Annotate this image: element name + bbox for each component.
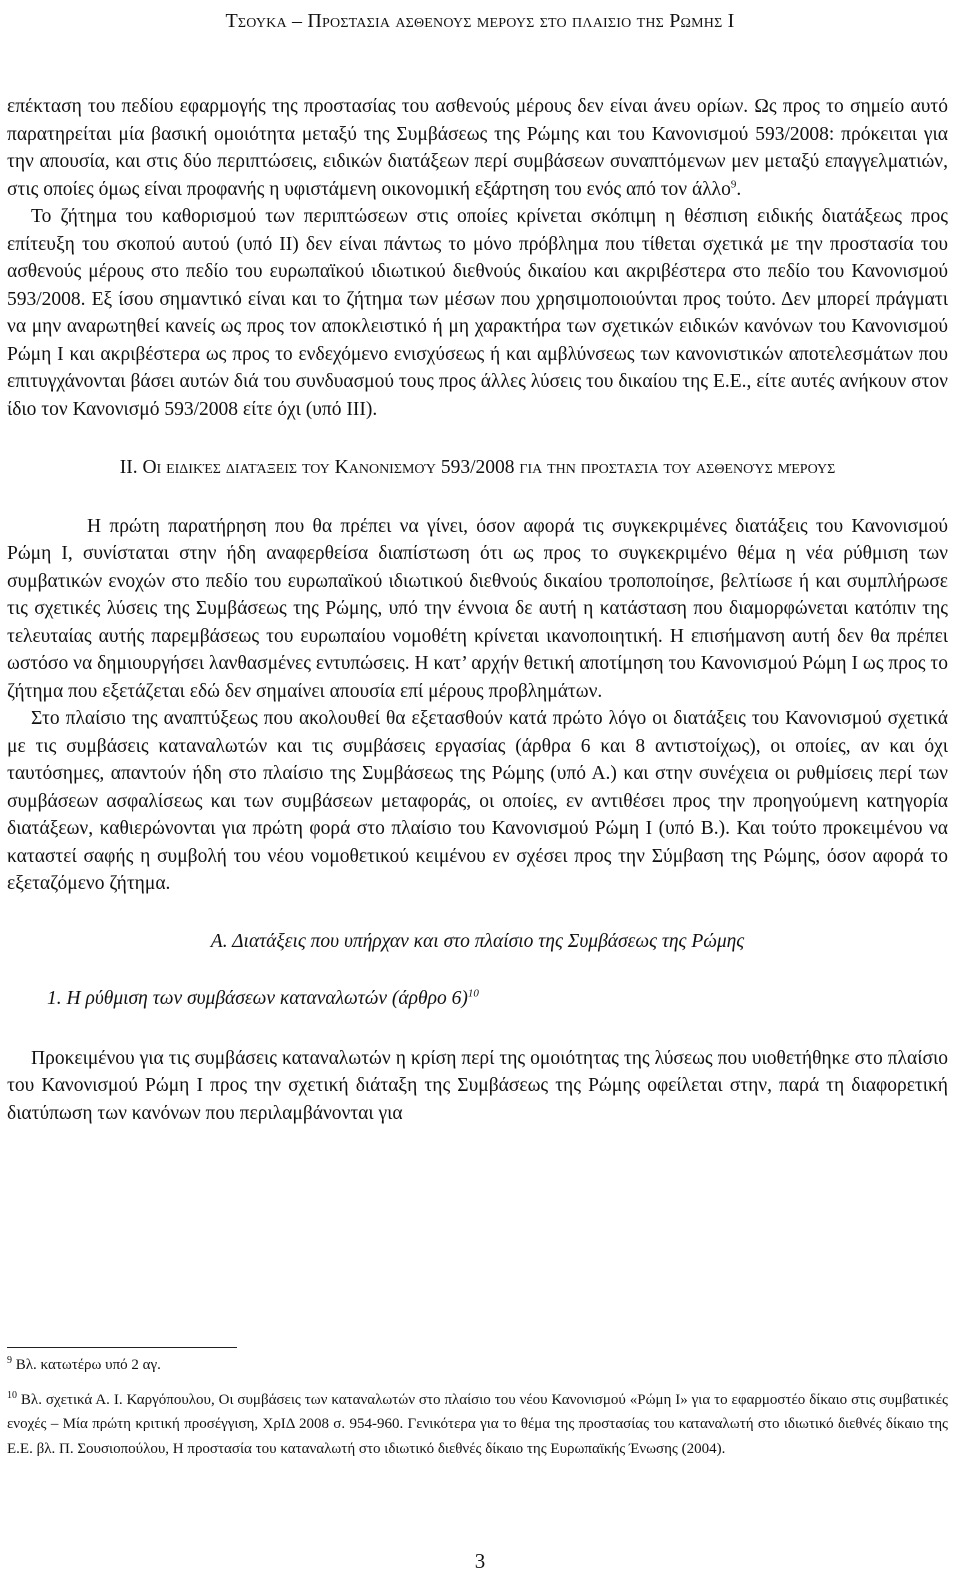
footnote-9-number: 9 (7, 1355, 12, 1366)
footnote-10-text: Βλ. σχετικά Α. Ι. Καργόπουλου, Οι συμβάσεις των καταναλωτών στο πλαίσιο του νέου Κανονισμού «Ρώμη I» για το εφαρμοστέο δίκαιο στις συμβατικές ενοχές – Μία πρώτη κριτική προσέγγιση, ΧρΙΔ 2008 σ. 954-960. Γενικότερα για το θέμα της προστασίας του καταναλωτή στο ιδιωτικό διεθνές δίκαιο της Ε.Ε. βλ. Π. Σουσιοπούλου, Η προστασία του καταναλωτή στο ιδιωτικό διεθνές δίκαιο της Ευρωπαϊκής Ένωσης (2004). (7, 1391, 948, 1457)
footnotes (7, 1353, 948, 1461)
page-number: 3 (474, 1549, 486, 1573)
paragraph-1-text: επέκταση του πεδίου εφαρμογής της προστασίας του ασθενούς μέρους δεν είναι άνευ ορίων. Ως προς το σημείο αυτό παρατηρείται μία βασική ομοιότητα μεταξύ της Συμβάσεως της Ρώμης και του Κανονισμού 593/2008: πρόκειται για την απουσία, και στις δύο περιπτώσεις, ειδικών διατάξεων περί συμβάσεων συναπτόμενων μεν μεταξύ επαγγελματιών, στις οποίες όμως είναι προφανής η υφιστάμενη οικονομική εξάρτηση του ενός από τον άλλο (7, 96, 948, 200)
paragraph-1 (7, 93, 948, 203)
paragraph-1-end: . (736, 178, 742, 200)
footnote-ref-9[interactable]: 9 (730, 178, 737, 190)
section-title: Οι ειδικές διατάξεις του Κανονισμού 593/2008 για την προστασία του ασθενούς μέρους (142, 457, 836, 478)
running-header: Τσουκα – Προστασια ασθενουσ μερουσ στο πλαισιο της Ρωμης I (225, 10, 735, 32)
paragraph-5: Προκειμένου για τις συμβάσεις καταναλωτών η κρίση περί της ομοιότητας της λύσεως που υιοθετήθηκε στο πλαίσιο του Κανονισμού Ρώμη I προς την σχετική διάταξη της Συμβάσεως της Ρώμης οφείλεται στην, παρά τη διαφορετική διατύπωση των κανόνων που περιλαμβάνονται για (7, 1047, 948, 1124)
footnote-ref-10[interactable]: 10 (467, 987, 479, 1000)
paragraph-4: Στο πλαίσιο της αναπτύξεως που ακολουθεί θα εξετασθούν κατά πρώτο λόγο οι διατάξεις του Κανονισμού σχετικά με τις συμβάσεις καταναλωτών και τις συμβάσεις εργασίας (άρθρα 6 και 8 αντιστοίχως), οι οποίες, αν και όχι ταυτόσημες, απαντούν ήδη στο πλαίσιο της Συμβάσεως της Ρώμης (υπό Α.) και στην συνέχεια οι ρυθμίσεις περί των συμβάσεων ασφαλίσεως και των συμβάσεων μεταφοράς, οι οποίες, εν αντιθέσει προς την προηγούμενη κατηγορία διατάξεων, καθιερώνονται για πρώτη φορά στο πλαίσιο του Κανονισμού Ρώμη I (υπό Β.). Και τούτο προκειμένου να καταστεί σαφής η συμβολή του νέου νομοθετικού κειμένου εν σχέσει προς την Σύμβαση της Ρώμης, όσον αφορά το εξεταζόμενο ζήτημα. (7, 708, 948, 894)
paragraph-3: Η πρώτη παρατήρηση που θα πρέπει να γίνει, όσον αφορά τις συγκεκριμένες διατάξεις του Κανονισμού Ρώμη I, συνίσταται στην ήδη αναφερθείσα διαπίστωση ότι ως προς το συγκεκριμένο θέμα η νέα ρύθμιση των συμβατικών ενοχών στο πεδίο του ευρωπαϊκού ιδιωτικού διεθνούς δικαίου τροποποίησε, βελτίωσε ή και συμπλήρωσε τις σχετικές λύσεις της Συμβάσεως της Ρώμης, υπό την έννοια δε αυτή η κατάσταση που διαμορφώνεται κατόπιν της τελευταίας αυτής παρεμβάσεως του ευρωπαίου νομοθέτη κρίνεται ικανοποιητική. Η επισήμανση αυτή δεν θα πρέπει ωστόσο να δημιουργήσει λανθασμένες εντυπώσεις. Η κατ’ αρχήν θετική αποτίμηση του Κανονισμού Ρώμη I ως προς το ζήτημα που εξετάζεται εδώ δεν σημαίνει απουσία επί μέρους προβλημάτων. (7, 515, 948, 702)
paragraph-2: Το ζήτημα του καθορισμού των περιπτώσεων στις οποίες κρίνεται σκόπιμη η θέσπιση ειδικής διατάξεως προς επίτευξη του σκοπού αυτού (υπό II) δεν είναι πάντως το μόνο πρόβλημα που τίθεται σχετικά με την προστασία του ασθενούς μέρους στο πεδίο του ευρωπαϊκού ιδιωτικού διεθνούς δικαίου και ακριβέστερα στο πεδίο του Κανονισμού 593/2008. Εξ ίσου σημαντικό είναι και το ζήτημα των μέσων που χρησιμοποιούνται προς τούτο. Δεν μπορεί πράγματι να μην αναρωτηθεί κανείς ως προς τον αποκλειστικό ή μη χαρακτήρα των σχετικών ειδικών κανόνων του Κανονισμού Ρώμη I και ακριβέστερα ως προς το ενδεχόμενο ενισχύσεως ή και αμβλύνσεως των κανονιστικών αποτελεσμάτων που επιτυγχάνονται βάσει αυτών διά του συνδυασμού τους προς άλλες λύσεις του δικαίου της Ε.Ε., είτε αυτές ανήκουν στον ίδιο τον Κανονισμό 593/2008 είτε όχι (υπό III). (7, 206, 948, 420)
subsection-1-heading (7, 985, 948, 1013)
footnote-9-text: Βλ. κατωτέρω υπό 2 αγ. (15, 1357, 161, 1373)
section-heading (7, 454, 948, 482)
body-text (7, 93, 948, 1127)
section-number: II. (119, 457, 138, 478)
subsection-a-heading: Α. Διατάξεις που υπήρχαν και στο πλαίσιο της Συμβάσεως της Ρώμης (210, 930, 745, 952)
footnote-9 (7, 1353, 948, 1378)
footnote-separator (7, 1347, 237, 1348)
footnote-10-number: 10 (7, 1389, 17, 1401)
footnote-10 (7, 1388, 948, 1462)
subsection-1-text: 1. Η ρύθμιση των συμβάσεων καταναλωτών (άρθρο 6) (47, 988, 468, 1009)
